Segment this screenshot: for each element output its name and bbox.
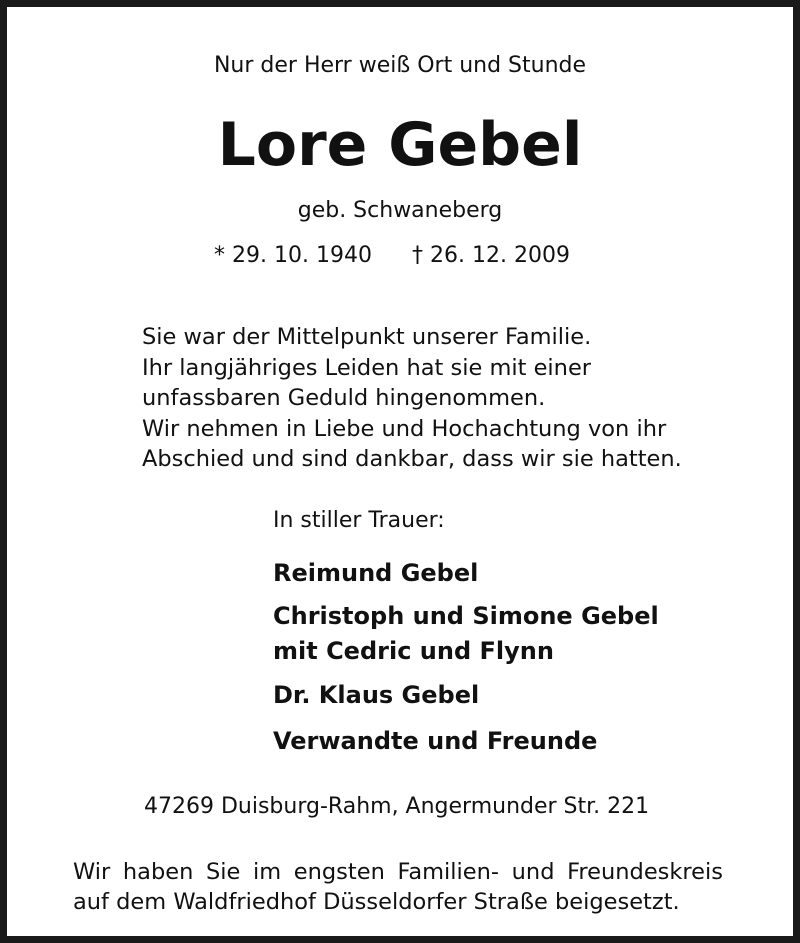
tribute-line: unfassbaren Geduld hingenommen. [142,385,546,411]
tribute-line: Sie war der Mittelpunkt unserer Familie. [142,324,592,350]
mourner-name: Reimund Gebel [273,559,479,587]
burial-note-line: auf dem Waldfriedhof Düsseldorfer Straße beigesetzt. [73,889,680,915]
address: 47269 Duisburg-Rahm, Angermunder Str. 221 [144,794,650,819]
mourning-intro: In stiller Trauer: [273,508,445,533]
tribute-line: Ihr langjähriges Leiden hat sie mit einer [142,354,592,381]
burial-note-line: Wir haben Sie im engsten Familien- und Freundeskreis [73,859,723,885]
mourner-name: Christoph und Simone Gebel [273,602,659,630]
tribute-text [142,322,682,475]
tribute-line: Wir nehmen in Liebe und Hochachtung von ihr [142,415,667,442]
mourner-name: Verwandte und Freunde [273,727,598,755]
mourner-name: mit Cedric und Flynn [273,637,554,665]
mourner-name: Dr. Klaus Gebel [273,681,480,709]
maiden-name: geb. Schwaneberg [297,198,503,223]
motto: Nur der Herr weiß Ort und Stunde [213,53,587,78]
burial-note [73,857,723,917]
death-date: † 26. 12. 2009 [412,243,570,268]
tribute-line: Abschied und sind dankbar, dass wir sie hatten. [142,446,682,472]
birth-date: * 29. 10. 1940 [214,243,372,268]
deceased-name: Lore Gebel [217,110,583,180]
